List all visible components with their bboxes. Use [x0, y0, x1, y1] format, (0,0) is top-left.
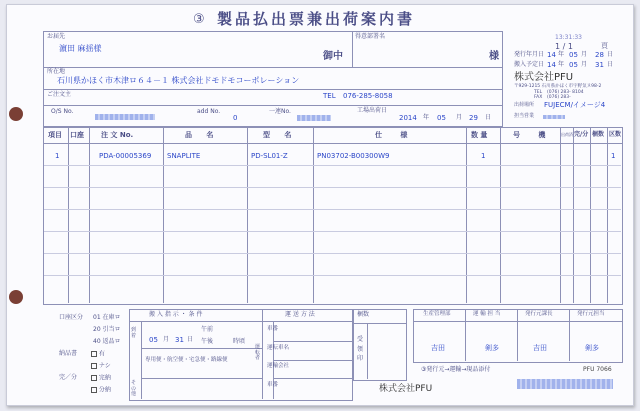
document-title: 製品払出票兼出荷案内書	[217, 10, 416, 28]
col-complete-partial: 完/分	[574, 131, 589, 138]
checkbox-no-icon	[91, 363, 97, 369]
mark-complete: 完納	[91, 375, 111, 382]
col-model: 型 名	[263, 131, 298, 139]
page-unit: 頁	[601, 42, 608, 50]
entry-nen: 年	[558, 61, 565, 68]
recipient-value: 濵田 麻揺様	[59, 44, 102, 53]
vehicle-no2-label: 車番	[267, 382, 279, 388]
punch-hole-bottom	[9, 290, 23, 304]
arrival-nichi: 日	[187, 336, 194, 343]
issue-gatsu: 月	[581, 51, 588, 58]
account-type-label: 口座区分	[59, 314, 84, 321]
entry-date-label: 搬入予定日	[514, 61, 545, 68]
col-package-count: 梱数	[592, 131, 605, 138]
factory-ship-label: 工場出荷日	[357, 107, 388, 114]
ship-month: 05	[437, 114, 446, 122]
stamp-label-issuer-staff: 発行元担当	[577, 311, 605, 317]
transfer-instructions-label: 搬 入 指 示 ・ 条 件	[149, 311, 203, 318]
dept-label: 得意部署名	[355, 33, 386, 40]
col-product-name: 品 名	[185, 131, 220, 139]
add-no-value: 0	[233, 114, 238, 122]
account-opt-stock: 01 在庫ロ	[93, 314, 121, 321]
arrival-label: 到着	[131, 327, 137, 339]
serial-no-label: 一連No.	[269, 108, 291, 115]
pfu-tel-value: (076) 283- 8104	[547, 90, 584, 95]
entry-year: 14	[547, 61, 556, 69]
ship-nichi: 日	[485, 114, 492, 121]
shipping-place-label: 出荷場所	[514, 102, 535, 108]
arrival-month: 05	[149, 336, 158, 344]
os-no-label: O/S No.	[51, 108, 74, 115]
entry-gatsu: 月	[581, 61, 588, 68]
complete-partial-label: 完／分	[59, 374, 78, 381]
pfu-address: 〒929-1215 石川県かほく市宇野気ヌ98-2	[514, 84, 602, 89]
account-opt-reserved: 20 引当ロ	[93, 326, 121, 333]
os-no-redacted	[95, 114, 155, 120]
ship-nen: 年	[423, 114, 430, 121]
recipient-label: お届先	[47, 33, 66, 40]
issue-day: 28	[595, 51, 604, 59]
punch-hole-top	[9, 107, 23, 121]
stamp-value-issuer-staff: 剣多	[585, 344, 599, 352]
stamp-label-transport: 運 輸 担 当	[473, 311, 501, 317]
sales-rep-label: 担当営業	[514, 113, 535, 119]
driver-name-label: 運転車名	[267, 345, 290, 351]
driver-label: 運転者	[255, 344, 261, 361]
stamp-label-issuer-manager: 発行元課長	[525, 311, 553, 317]
checkbox-complete-icon	[91, 375, 97, 381]
routing-note: ③発行元→運輸→現品添付	[421, 366, 491, 373]
stamp-value-production: 吉田	[431, 344, 445, 352]
page-count: 1 / 1	[555, 42, 573, 51]
shipping-place-value: FUJECM/イメージ4	[544, 101, 606, 109]
company-name-bottom: 株式会社PFU	[379, 384, 433, 394]
account-opt-return: 40 返品ロ	[93, 338, 121, 345]
stamp-value-transport: 剣多	[485, 344, 499, 352]
barcode-redacted	[517, 379, 613, 389]
shipping-slip-page	[6, 4, 634, 406]
col-account: 口座	[70, 131, 84, 139]
pfu-fax-label: FAX	[534, 95, 543, 100]
mark-partial: 分納	[91, 387, 111, 394]
carrier-label: 運輸会社	[267, 363, 290, 369]
other-label: その他	[131, 380, 137, 397]
address-label: 所在地	[47, 68, 66, 75]
orderer-label: ご注文主	[47, 91, 72, 98]
transport-method-label: 運 送 方 法	[285, 311, 315, 318]
entry-nichi: 日	[607, 61, 614, 68]
row1-model: PD-SL01-Z	[251, 152, 288, 160]
ship-year: 2014	[399, 114, 417, 122]
delivery-methods: 専用便・航空便・宅急便・路線便	[145, 357, 228, 363]
issue-year: 14	[547, 51, 556, 59]
vehicle-no-label: 車番	[267, 326, 279, 332]
time-approx-label: 時頃	[233, 338, 246, 345]
pfu-company-name: 株式会社PFU	[514, 72, 574, 83]
serial-no-redacted	[297, 115, 331, 121]
checkbox-partial-icon	[91, 387, 97, 393]
col-quantity: 数 量	[471, 131, 488, 139]
arrival-gatsu: 月	[163, 336, 170, 343]
sama-label: 様	[489, 51, 499, 62]
pm-label: 午後	[201, 338, 214, 345]
col-item: 項目	[48, 131, 62, 139]
delivery-note-label: 納品書	[59, 350, 78, 357]
row1-product-name: SNAPLITE	[167, 152, 201, 160]
entry-month: 05	[569, 61, 578, 69]
stamp-label-production: 生産管理部	[423, 311, 451, 317]
col-unit-number: 号 機	[513, 131, 554, 139]
col-category: 区数	[609, 131, 622, 138]
sales-rep-redacted	[543, 115, 565, 119]
receipt-stamp-label: 受領印	[357, 336, 364, 363]
pfu-fax-value: (076) 283-	[547, 95, 571, 100]
row1-category: 1	[611, 152, 616, 160]
tel-label: TEL	[323, 92, 336, 100]
address-value: 石川県かほく市木津ロ６４－１ 株式会社ドモドモコーポレーション	[57, 76, 300, 85]
issue-nichi: 日	[607, 51, 614, 58]
am-label: 午前	[201, 326, 214, 333]
transfer-instructions-box	[129, 309, 353, 401]
row1-item: 1	[55, 152, 60, 160]
stamp-value-issuer-manager: 吉田	[533, 344, 547, 352]
col-shipped: 出荷済	[561, 132, 573, 137]
tel-value: 076-285-8058	[343, 92, 393, 100]
ship-day: 29	[469, 114, 478, 122]
pfu-tel-label: TEL	[534, 90, 543, 95]
issue-date-label: 発行年月日	[514, 51, 545, 58]
row1-order-no: PDA-00005369	[99, 152, 152, 160]
col-spec: 仕 様	[375, 131, 416, 139]
print-time: 13:31:33	[555, 34, 582, 41]
delivery-mark-yes: 有	[91, 351, 105, 358]
issue-nen: 年	[558, 51, 565, 58]
row1-quantity: 1	[481, 152, 486, 160]
form-number: PFU 7066	[583, 366, 612, 373]
ship-gatsu: 月	[456, 114, 463, 121]
col-order-no: 注 文 No.	[101, 131, 134, 139]
checkbox-yes-icon	[91, 351, 97, 357]
row1-spec: PN03702-B00300W9	[317, 152, 390, 160]
entry-day: 31	[595, 61, 604, 69]
add-no-label: add No.	[197, 108, 221, 115]
package-count-label: 梱数	[357, 311, 370, 318]
onchu-label: 御中	[323, 51, 343, 62]
issue-month: 05	[569, 51, 578, 59]
delivery-mark-no: ナシ	[91, 363, 111, 370]
circled-number: ③	[193, 12, 205, 27]
arrival-day: 31	[175, 336, 184, 344]
